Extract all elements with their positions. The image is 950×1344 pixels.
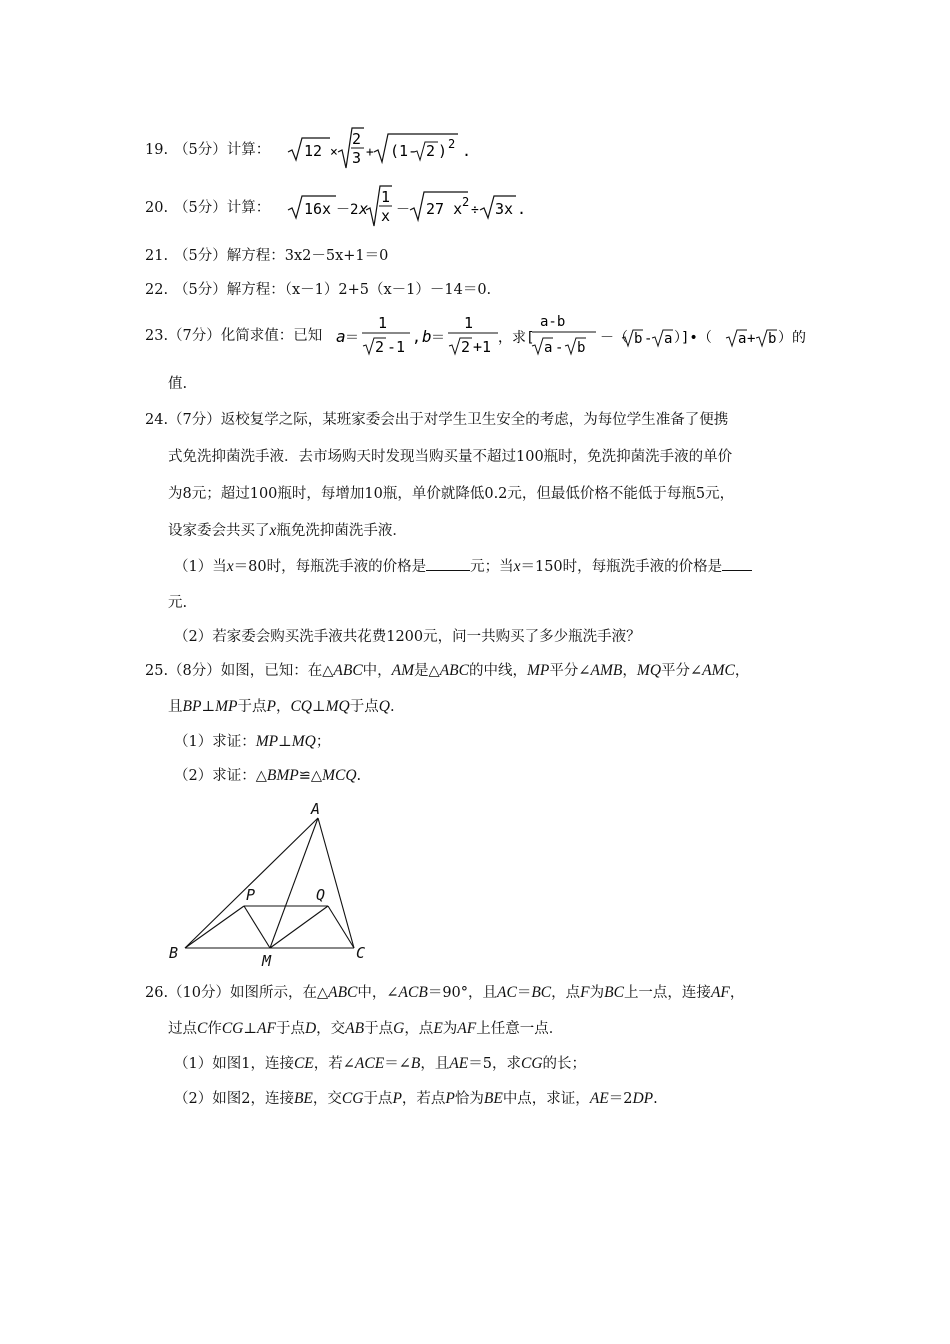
line-ac xyxy=(318,818,354,948)
text: 于点 xyxy=(349,699,379,715)
line-mq xyxy=(270,906,328,948)
line-ab xyxy=(185,818,318,948)
angle-acb: ACB xyxy=(398,984,428,1001)
text: （2）求证：△ xyxy=(174,768,267,784)
segment-cg: CG xyxy=(521,1055,543,1072)
text: ＝ xyxy=(516,985,532,1001)
triangle-abc: ABC xyxy=(333,662,363,679)
perp-sign: ⊥ xyxy=(278,734,292,750)
segment-mq: MQ xyxy=(291,733,316,750)
sqrt-b2: b xyxy=(768,331,777,347)
question-number: 21. xyxy=(145,248,169,264)
q19-expression xyxy=(286,126,476,172)
text: 上一点，连接 xyxy=(623,985,711,1001)
sqrt-a2: a xyxy=(738,331,747,347)
text: ＝90°，且 xyxy=(427,985,498,1001)
q24-line3: 为8元；超过100瓶时，每增加10瓶，单价就降低0.2元，但最低价格不能低于每瓶5元， xyxy=(168,486,735,502)
line-pm xyxy=(244,906,270,948)
equals: ＝ xyxy=(431,330,445,346)
question-number: 22. xyxy=(145,282,169,298)
question-number: 25. xyxy=(145,663,169,679)
angle-b: B xyxy=(410,1055,421,1072)
text: 于点 xyxy=(275,1021,305,1037)
ask-text: ，求[ xyxy=(498,330,535,346)
text: ，点 xyxy=(551,985,581,1001)
text: 的长； xyxy=(542,1056,587,1072)
var-a: a xyxy=(336,327,346,346)
var-x: x xyxy=(226,558,234,575)
q24-line2: 式免洗抑菌洗手液．去市场购天时发现当购买量不超过100瓶时，免洗抑菌洗手液的单价 xyxy=(168,449,733,465)
q24-sub1b: ＝80时，每瓶洗手液的价格是 xyxy=(233,559,427,575)
triangle-bmp: BMP xyxy=(266,767,299,784)
text: ＝∠ xyxy=(384,1056,411,1072)
frac-den-a: a xyxy=(544,340,553,356)
text: 为 xyxy=(442,1021,458,1037)
label-m: M xyxy=(262,952,272,970)
frac-den-b: b xyxy=(577,340,586,356)
question-text: （5分）解方程：（x－1）2+5（x－1）－14＝0. xyxy=(174,282,492,298)
question-number: 20. xyxy=(145,200,169,216)
text: ＝2 xyxy=(608,1091,633,1107)
line-am xyxy=(270,818,318,948)
sqrt-radicand: 12 xyxy=(304,142,323,160)
point-d: D xyxy=(304,1020,317,1037)
segment-cg: CG xyxy=(341,1090,364,1107)
segment-mp: MP xyxy=(255,733,279,750)
question-number: 23. xyxy=(145,328,169,344)
inner-open: (1- xyxy=(390,142,418,160)
mid-text: －（ xyxy=(600,330,628,346)
text: （2）如图2，连接 xyxy=(174,1091,294,1107)
plus-sign: + xyxy=(366,145,374,160)
text: （10分）如图所示，在△ xyxy=(168,985,329,1001)
q24-sub1d: ＝150时，每瓶洗手液的价格是 xyxy=(520,559,723,575)
segment-mq: MQ xyxy=(636,662,662,679)
point-p: P xyxy=(445,1090,455,1107)
denominator-tail: +1 xyxy=(473,338,492,356)
text: 是△ xyxy=(414,663,440,679)
point-e: E xyxy=(433,1020,443,1037)
segment-af: AF xyxy=(710,984,730,1001)
segment-dp: DP xyxy=(632,1090,654,1107)
question-number: 24. xyxy=(145,412,169,428)
denominator-tail: -1 xyxy=(387,338,406,356)
q24-line4a: 设家委会共买了 xyxy=(168,523,270,539)
var-x: x xyxy=(269,522,277,539)
segment-bp: BP xyxy=(182,698,202,715)
end-dot: . xyxy=(517,200,526,218)
frac-num: 1 xyxy=(381,188,391,206)
inner-close: ) xyxy=(438,142,448,160)
frac-num: a-b xyxy=(540,314,566,330)
question-prefix: （5分）计算： xyxy=(174,200,271,216)
text: 中，∠ xyxy=(357,985,399,1001)
close-text: ）]•（ xyxy=(674,330,712,346)
text: 过点 xyxy=(168,1021,197,1037)
q24-sub1a: （1）当 xyxy=(174,559,227,575)
q24-line4b: 瓶免洗抑菌洗手液． xyxy=(276,523,407,539)
point-p: P xyxy=(266,698,276,715)
text: 上任意一点． xyxy=(476,1021,564,1037)
segment-bc: BC xyxy=(604,984,624,1001)
perp-sign: ⊥ xyxy=(311,699,326,715)
text: ＝5，求 xyxy=(468,1056,521,1072)
geometry-figure-q25 xyxy=(160,796,380,972)
numerator-one: 1 xyxy=(464,314,474,332)
equals: ＝ xyxy=(345,330,359,346)
segment-ae: AE xyxy=(449,1055,469,1072)
text: ， xyxy=(729,985,745,1001)
q24-sub2: （2）若家委会购买洗手液共花费1200元，问一共购买了多少瓶洗手液？ xyxy=(174,629,641,645)
text: ，若点 xyxy=(401,1091,446,1107)
text: ，且 xyxy=(420,1056,450,1072)
segment-af: AF xyxy=(457,1020,477,1037)
segment-cq: CQ xyxy=(290,698,312,715)
text: 平分∠ xyxy=(661,663,703,679)
times-sign: × xyxy=(330,145,338,160)
var-x: x xyxy=(513,558,521,575)
label-q: Q xyxy=(316,886,326,904)
segment-am: AM xyxy=(391,662,415,679)
question-prefix: （5分）计算： xyxy=(174,142,271,158)
answer-blank-2[interactable] xyxy=(722,556,752,571)
answer-blank-1[interactable] xyxy=(426,556,470,571)
end-dot: . xyxy=(462,142,472,160)
comma: , xyxy=(412,328,422,346)
text: 中， xyxy=(362,663,392,679)
text: （8分）如图，已知：在△ xyxy=(168,663,334,679)
segment-be: BE xyxy=(483,1090,503,1107)
line-bp xyxy=(185,906,244,948)
label-b: B xyxy=(169,944,179,962)
point-f: F xyxy=(580,984,590,1001)
text: 于点 xyxy=(364,1021,394,1037)
text: ，点 xyxy=(404,1021,434,1037)
exponent: 2 xyxy=(462,195,470,209)
point-g: G xyxy=(393,1020,405,1037)
perp-sign: ⊥ xyxy=(201,699,216,715)
minus-sign: － xyxy=(396,202,410,218)
segment-ab: AB xyxy=(345,1020,365,1037)
tail-text: ）的 xyxy=(778,330,806,346)
radicand-27x: 27 x xyxy=(426,200,463,218)
text: . xyxy=(653,1091,658,1107)
segment-cg: CG xyxy=(221,1020,244,1037)
minus-two: －2 xyxy=(336,202,359,218)
sqrt-b: b xyxy=(634,331,643,347)
text: ； xyxy=(315,734,331,750)
perp-sign: ⊥ xyxy=(243,1021,258,1037)
line-qc xyxy=(328,906,354,948)
text: 恰为 xyxy=(454,1091,484,1107)
segment-mp: MP xyxy=(527,662,550,679)
denominator-sqrt: 2 xyxy=(375,338,385,356)
div-sign: ÷ xyxy=(471,203,479,218)
continuation: 值. xyxy=(168,376,188,392)
text: . xyxy=(389,699,395,715)
q24-sub1c: 元；当 xyxy=(470,559,514,575)
text: ， xyxy=(622,663,637,679)
frac-den-mid: - xyxy=(555,340,564,356)
text: ，交 xyxy=(312,1091,342,1107)
angle-amb: AMB xyxy=(590,662,623,679)
text: （1）如图1，连接 xyxy=(174,1056,294,1072)
q24-line1: （7分）返校复学之际，某班家委会出于对学生卫生安全的考虑，为每位学生准备了便携 xyxy=(168,412,729,428)
text: 为 xyxy=(589,985,605,1001)
text: 中点，求证， xyxy=(502,1091,590,1107)
text: ，若∠ xyxy=(313,1056,355,1072)
q23-expression xyxy=(334,312,810,360)
q20-expression xyxy=(286,184,526,230)
point-q: Q xyxy=(378,698,390,715)
question-number: 26. xyxy=(145,985,169,1001)
point-p: P xyxy=(392,1090,402,1107)
text: 平分∠ xyxy=(549,663,591,679)
question-number: 19. xyxy=(145,142,169,158)
segment-mq: MQ xyxy=(325,698,350,715)
dash: - xyxy=(644,331,653,347)
var-x: x xyxy=(359,200,369,218)
q24-sub1e: 元. xyxy=(168,595,188,611)
text: ， xyxy=(275,699,291,715)
segment-af: AF xyxy=(257,1020,276,1037)
segment-mp: MP xyxy=(215,698,238,715)
text: 且 xyxy=(168,699,183,715)
text: （1）求证： xyxy=(174,734,256,750)
var-b: b xyxy=(422,327,432,346)
inner-sqrt: 2 xyxy=(426,142,436,160)
text: 作 xyxy=(207,1021,222,1037)
sqrt-radicand: 16x xyxy=(304,200,332,218)
frac-num: 2 xyxy=(352,130,362,148)
triangle-abc: ABC xyxy=(439,662,469,679)
segment-bc: BC xyxy=(531,984,552,1001)
label-c: C xyxy=(356,944,366,962)
text: . xyxy=(356,768,362,784)
exponent: 2 xyxy=(448,137,456,151)
denominator-sqrt: 2 xyxy=(461,338,471,356)
sqrt-a: a xyxy=(664,331,673,347)
text: ，交 xyxy=(316,1021,346,1037)
label-a: A xyxy=(311,800,321,818)
triangle-abc: ABC xyxy=(328,984,358,1001)
text: 于点 xyxy=(237,699,267,715)
segment-ac: AC xyxy=(497,984,517,1001)
point-c: C xyxy=(197,1020,208,1037)
segment-ce: CE xyxy=(293,1055,314,1072)
question-text: （5分）解方程：3x2－5x+1＝0 xyxy=(174,248,389,264)
label-p: P xyxy=(246,886,256,904)
congruent-sign: ≌△ xyxy=(298,768,323,784)
frac-den: 3 xyxy=(352,149,362,167)
question-prefix: （7分）化简求值：已知 xyxy=(168,328,323,344)
angle-amc: AMC xyxy=(702,662,735,679)
triangle-mcq: MCQ xyxy=(322,767,357,784)
plus: + xyxy=(747,331,756,347)
angle-ace: ACE xyxy=(354,1055,385,1072)
frac-den: x xyxy=(381,207,391,225)
text: 的中线， xyxy=(469,663,527,679)
text: 于点 xyxy=(363,1091,393,1107)
sqrt-3x: 3x xyxy=(495,200,514,218)
segment-ae: AE xyxy=(589,1090,609,1107)
text: ， xyxy=(734,663,750,679)
segment-be: BE xyxy=(293,1090,313,1107)
numerator-one: 1 xyxy=(378,314,388,332)
